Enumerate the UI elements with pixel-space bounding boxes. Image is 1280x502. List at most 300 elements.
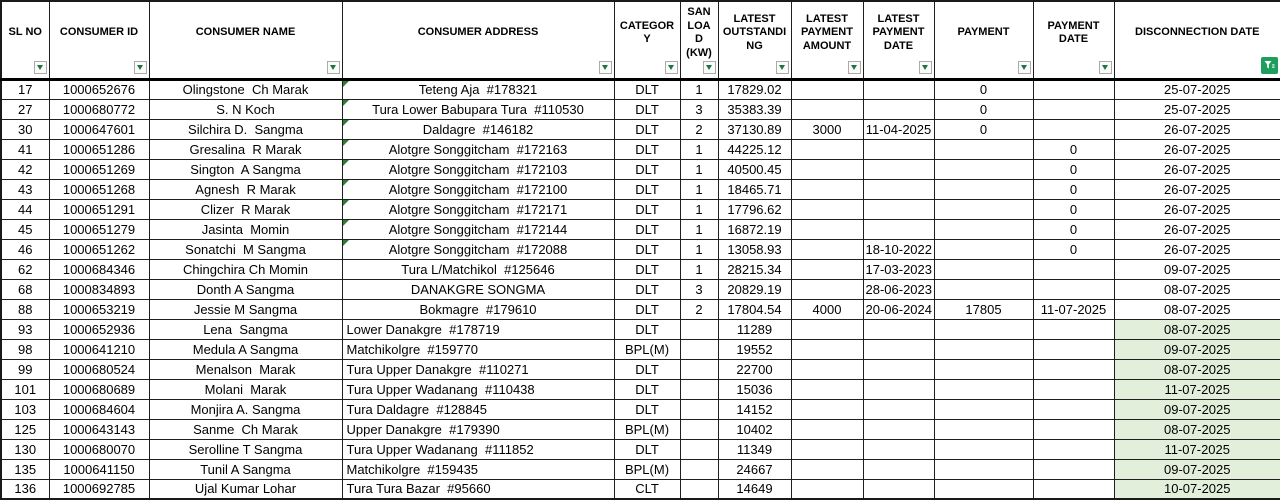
cell-consumer_name[interactable]: Agnesh R Marak [149,179,342,199]
cell-san_load[interactable] [680,339,718,359]
cell-latest_payment_date[interactable]: 28-06-2023 [863,279,934,299]
cell-latest_payment_amount[interactable] [791,319,863,339]
cell-latest_payment_date[interactable] [863,79,934,99]
cell-consumer_id[interactable]: 1000692785 [49,479,149,499]
cell-consumer_name[interactable]: Medula A Sangma [149,339,342,359]
table-row [1,419,1280,439]
filter-dropdown-button-latest_payment_amount[interactable] [848,61,861,74]
cell-san_load[interactable]: 3 [680,99,718,119]
cell-sl_no[interactable]: 136 [1,479,49,499]
cell-payment[interactable] [934,159,1033,179]
column-label-category: CATEGORY [619,19,675,46]
cell-consumer_address[interactable]: Alotgre Songgitcham #172088 [342,239,614,259]
cell-consumer_id[interactable]: 1000641210 [49,339,149,359]
cell-latest_outstanding[interactable]: 40500.45 [718,159,791,179]
cell-latest_payment_date[interactable] [863,439,934,459]
chevron-down-icon [851,65,857,70]
cell-latest_payment_amount[interactable] [791,439,863,459]
cell-latest_payment_amount[interactable] [791,379,863,399]
cell-disconnection_date[interactable]: 26-07-2025 [1114,159,1280,179]
cell-sl_no[interactable]: 88 [1,299,49,319]
column-header-sl_no[interactable] [1,1,49,79]
cell-latest_payment_date[interactable] [863,179,934,199]
cell-disconnection_date[interactable]: 09-07-2025 [1114,399,1280,419]
cell-latest_outstanding[interactable]: 10402 [718,419,791,439]
column-header-consumer_id[interactable] [49,1,149,79]
cell-consumer_address[interactable]: Tura L/Matchikol #125646 [342,259,614,279]
cell-latest_payment_date[interactable] [863,479,934,499]
cell-latest_outstanding[interactable]: 14152 [718,399,791,419]
cell-consumer_address[interactable]: Alotgre Songgitcham #172171 [342,199,614,219]
cell-latest_payment_amount[interactable] [791,199,863,219]
cell-consumer_name[interactable]: Serolline T Sangma [149,439,342,459]
cell-latest_outstanding[interactable]: 17796.62 [718,199,791,219]
cell-consumer_id[interactable]: 1000680689 [49,379,149,399]
cell-consumer_id[interactable]: 1000651279 [49,219,149,239]
cell-disconnection_date[interactable]: 10-07-2025 [1114,479,1280,499]
cell-san_load[interactable]: 2 [680,119,718,139]
cell-latest_payment_date[interactable] [863,359,934,379]
cell-san_load[interactable]: 1 [680,219,718,239]
table-row [1,359,1280,379]
cell-sl_no[interactable]: 125 [1,419,49,439]
cell-category[interactable]: DLT [614,359,680,379]
cell-payment_date[interactable]: 0 [1033,139,1114,159]
cell-category[interactable]: DLT [614,199,680,219]
cell-category[interactable]: DLT [614,279,680,299]
cell-latest_outstanding[interactable]: 24667 [718,459,791,479]
cell-category[interactable]: DLT [614,159,680,179]
filter-dropdown-button-latest_outstanding[interactable] [776,61,789,74]
cell-payment_date[interactable] [1033,359,1114,379]
filter-dropdown-button-consumer_id[interactable] [134,61,147,74]
cell-consumer_address[interactable]: Bokmagre #179610 [342,299,614,319]
cell-san_load[interactable]: 1 [680,259,718,279]
cell-san_load[interactable] [680,399,718,419]
cell-san_load[interactable] [680,379,718,399]
cell-latest_outstanding[interactable]: 17829.02 [718,79,791,99]
cell-payment[interactable]: 17805 [934,299,1033,319]
cell-payment[interactable] [934,439,1033,459]
table-row [1,79,1280,99]
cell-consumer_name[interactable]: Jessie M Sangma [149,299,342,319]
filter-dropdown-button-payment[interactable] [1018,61,1031,74]
cell-payment[interactable] [934,139,1033,159]
cell-category[interactable]: DLT [614,239,680,259]
table-row [1,179,1280,199]
cell-payment[interactable] [934,239,1033,259]
cell-latest_payment_amount[interactable] [791,139,863,159]
cell-san_load[interactable] [680,439,718,459]
cell-san_load[interactable]: 1 [680,199,718,219]
cell-latest_outstanding[interactable]: 22700 [718,359,791,379]
cell-consumer_name[interactable]: Silchira D. Sangma [149,119,342,139]
column-header-latest_payment_amount[interactable] [791,1,863,79]
cell-payment_date[interactable]: 11-07-2025 [1033,299,1114,319]
cell-consumer_id[interactable]: 1000684604 [49,399,149,419]
chevron-down-icon [602,65,608,70]
cell-consumer_address[interactable]: Tura Daldagre #128845 [342,399,614,419]
cell-payment_date[interactable] [1033,99,1114,119]
table-row [1,139,1280,159]
cell-latest_payment_date[interactable] [863,419,934,439]
cell-payment[interactable] [934,219,1033,239]
cell-latest_outstanding[interactable]: 19552 [718,339,791,359]
cell-latest_payment_amount[interactable] [791,359,863,379]
cell-latest_payment_amount[interactable] [791,399,863,419]
cell-payment_date[interactable] [1033,399,1114,419]
cell-latest_payment_amount[interactable] [791,179,863,199]
cell-consumer_id[interactable]: 1000652936 [49,319,149,339]
cell-latest_outstanding[interactable]: 17804.54 [718,299,791,319]
filter-dropdown-button-sl_no[interactable] [34,61,47,74]
cell-sl_no[interactable]: 30 [1,119,49,139]
cell-sl_no[interactable]: 93 [1,319,49,339]
cell-latest_payment_date[interactable] [863,159,934,179]
cell-consumer_name[interactable]: Gresalina R Marak [149,139,342,159]
column-label-payment: PAYMENT [957,26,1010,39]
filter-dropdown-button-consumer_address[interactable] [599,61,612,74]
cell-consumer_address[interactable]: Tura Upper Wadanang #110438 [342,379,614,399]
cell-consumer_id[interactable]: 1000651291 [49,199,149,219]
cell-consumer_name[interactable]: Ujal Kumar Lohar [149,479,342,499]
cell-category[interactable]: CLT [614,479,680,499]
cell-consumer_address[interactable]: Teteng Aja #178321 [342,79,614,99]
column-header-san_load[interactable] [680,1,718,79]
cell-payment[interactable]: 0 [934,99,1033,119]
cell-consumer_name[interactable]: Sonatchi M Sangma [149,239,342,259]
cell-payment[interactable] [934,339,1033,359]
cell-sl_no[interactable]: 42 [1,159,49,179]
cell-san_load[interactable]: 1 [680,159,718,179]
cell-latest_outstanding[interactable]: 44225.12 [718,139,791,159]
table-row [1,459,1280,479]
cell-latest_outstanding[interactable]: 35383.39 [718,99,791,119]
cell-latest_payment_amount[interactable] [791,239,863,259]
cell-sl_no[interactable]: 130 [1,439,49,459]
cell-category[interactable]: DLT [614,379,680,399]
cell-payment[interactable] [934,199,1033,219]
filter-dropdown-button-san_load[interactable] [703,61,716,74]
cell-disconnection_date[interactable]: 26-07-2025 [1114,179,1280,199]
column-header-payment_date[interactable] [1033,1,1114,79]
column-label-disconnection_date: DISCONNECTION DATE [1135,26,1260,39]
cell-consumer_name[interactable]: Menalson Marak [149,359,342,379]
cell-consumer_name[interactable]: Tunil A Sangma [149,459,342,479]
cell-latest_payment_date[interactable]: 18-10-2022 [863,239,934,259]
cell-san_load[interactable] [680,479,718,499]
cell-consumer_id[interactable]: 1000653219 [49,299,149,319]
cell-latest_payment_date[interactable] [863,139,934,159]
cell-payment[interactable] [934,259,1033,279]
cell-disconnection_date[interactable]: 25-07-2025 [1114,79,1280,99]
cell-category[interactable]: BPL(M) [614,419,680,439]
cell-consumer_name[interactable]: Olingstone Ch Marak [149,79,342,99]
cell-latest_payment_date[interactable] [863,219,934,239]
cell-payment[interactable] [934,279,1033,299]
cell-consumer_name[interactable]: Lena Sangma [149,319,342,339]
cell-san_load[interactable] [680,319,718,339]
cell-latest_outstanding[interactable]: 37130.89 [718,119,791,139]
filter-dropdown-button-payment_date[interactable] [1099,61,1112,74]
cell-latest_payment_date[interactable]: 17-03-2023 [863,259,934,279]
cell-disconnection_date[interactable]: 08-07-2025 [1114,319,1280,339]
cell-disconnection_date[interactable]: 08-07-2025 [1114,419,1280,439]
cell-sl_no[interactable]: 99 [1,359,49,379]
cell-payment_date[interactable] [1033,79,1114,99]
cell-consumer_name[interactable]: Clizer R Marak [149,199,342,219]
cell-san_load[interactable]: 2 [680,299,718,319]
cell-consumer_id[interactable]: 1000643143 [49,419,149,439]
cell-consumer_name[interactable]: Jasinta Momin [149,219,342,239]
cell-sl_no[interactable]: 98 [1,339,49,359]
cell-payment[interactable] [934,179,1033,199]
cell-consumer_address[interactable]: Upper Danakgre #179390 [342,419,614,439]
cell-consumer_address[interactable]: Tura Lower Babupara Tura #110530 [342,99,614,119]
cell-sl_no[interactable]: 135 [1,459,49,479]
cell-latest_outstanding[interactable]: 14649 [718,479,791,499]
cell-disconnection_date[interactable]: 09-07-2025 [1114,259,1280,279]
cell-latest_payment_date[interactable]: 11-04-2025 [863,119,934,139]
cell-sl_no[interactable]: 62 [1,259,49,279]
cell-consumer_id[interactable]: 1000651286 [49,139,149,159]
cell-category[interactable]: DLT [614,259,680,279]
cell-sl_no[interactable]: 68 [1,279,49,299]
cell-latest_payment_date[interactable] [863,459,934,479]
cell-san_load[interactable]: 1 [680,239,718,259]
cell-payment_date[interactable] [1033,339,1114,359]
cell-sl_no[interactable]: 41 [1,139,49,159]
cell-consumer_address[interactable]: Tura Upper Danakgre #110271 [342,359,614,379]
cell-comment-marker [343,240,349,246]
column-header-latest_outstanding[interactable] [718,1,791,79]
cell-consumer_address[interactable]: DANAKGRE SONGMA [342,279,614,299]
cell-sl_no[interactable]: 27 [1,99,49,119]
column-header-payment[interactable] [934,1,1033,79]
column-header-latest_payment_date[interactable] [863,1,934,79]
cell-disconnection_date[interactable]: 25-07-2025 [1114,99,1280,119]
cell-consumer_id[interactable]: 1000651268 [49,179,149,199]
cell-payment[interactable] [934,479,1033,499]
cell-consumer_address[interactable]: Alotgre Songgitcham #172163 [342,139,614,159]
filter-active-icon[interactable] [1261,57,1278,74]
cell-san_load[interactable]: 1 [680,139,718,159]
cell-latest_payment_date[interactable] [863,319,934,339]
cell-payment[interactable]: 0 [934,119,1033,139]
cell-sl_no[interactable]: 44 [1,199,49,219]
cell-san_load[interactable]: 1 [680,179,718,199]
cell-category[interactable]: DLT [614,319,680,339]
cell-payment_date[interactable]: 0 [1033,219,1114,239]
cell-disconnection_date[interactable]: 26-07-2025 [1114,219,1280,239]
cell-latest_payment_amount[interactable] [791,479,863,499]
cell-category[interactable]: DLT [614,139,680,159]
chevron-down-icon [779,65,785,70]
cell-payment_date[interactable]: 0 [1033,199,1114,219]
cell-category[interactable]: DLT [614,179,680,199]
cell-sl_no[interactable]: 43 [1,179,49,199]
cell-consumer_address[interactable]: Lower Danakgre #178719 [342,319,614,339]
cell-latest_payment_date[interactable] [863,339,934,359]
chevron-down-icon [668,65,674,70]
cell-latest_payment_amount[interactable] [791,419,863,439]
cell-san_load[interactable] [680,359,718,379]
table-row [1,479,1280,499]
cell-consumer_address[interactable]: Matchikolgre #159435 [342,459,614,479]
header-row [1,1,1280,79]
cell-category[interactable]: DLT [614,299,680,319]
cell-latest_payment_amount[interactable] [791,159,863,179]
cell-san_load[interactable] [680,459,718,479]
cell-consumer_name[interactable]: Chingchira Ch Momin [149,259,342,279]
cell-payment_date[interactable] [1033,279,1114,299]
table-row [1,99,1280,119]
cell-latest_payment_amount[interactable]: 3000 [791,119,863,139]
cell-consumer_address[interactable]: Tura Upper Wadanang #111852 [342,439,614,459]
cell-latest_payment_amount[interactable] [791,99,863,119]
cell-payment_date[interactable]: 0 [1033,179,1114,199]
cell-consumer_id[interactable]: 1000680772 [49,99,149,119]
cell-latest_payment_amount[interactable] [791,339,863,359]
cell-latest_outstanding[interactable]: 11349 [718,439,791,459]
cell-payment[interactable] [934,399,1033,419]
cell-payment_date[interactable] [1033,419,1114,439]
cell-category[interactable]: DLT [614,219,680,239]
cell-disconnection_date[interactable]: 09-07-2025 [1114,459,1280,479]
cell-latest_payment_amount[interactable] [791,219,863,239]
cell-san_load[interactable] [680,419,718,439]
cell-latest_payment_date[interactable]: 20-06-2024 [863,299,934,319]
cell-consumer_id[interactable]: 1000684346 [49,259,149,279]
cell-consumer_name[interactable]: Molani Marak [149,379,342,399]
table-row [1,399,1280,419]
cell-consumer_id[interactable]: 1000641150 [49,459,149,479]
cell-consumer_id[interactable]: 1000680524 [49,359,149,379]
cell-comment-marker [343,180,349,186]
cell-payment_date[interactable] [1033,479,1114,499]
cell-disconnection_date[interactable]: 09-07-2025 [1114,339,1280,359]
cell-payment[interactable] [934,359,1033,379]
cell-latest_outstanding[interactable]: 28215.34 [718,259,791,279]
cell-category[interactable]: BPL(M) [614,459,680,479]
column-header-disconnection_date[interactable] [1114,1,1280,79]
cell-consumer_id[interactable]: 1000647601 [49,119,149,139]
cell-disconnection_date[interactable]: 08-07-2025 [1114,299,1280,319]
cell-category[interactable]: DLT [614,79,680,99]
column-header-consumer_address[interactable] [342,1,614,79]
cell-disconnection_date[interactable]: 26-07-2025 [1114,239,1280,259]
cell-consumer_name[interactable]: S. N Koch [149,99,342,119]
table-row [1,299,1280,319]
cell-category[interactable]: DLT [614,399,680,419]
cell-payment_date[interactable] [1033,259,1114,279]
column-label-san_load: SAN LOAD (KW) [686,5,712,59]
cell-latest_payment_amount[interactable] [791,459,863,479]
cell-latest_payment_amount[interactable] [791,279,863,299]
cell-san_load[interactable]: 3 [680,279,718,299]
table-row [1,239,1280,259]
cell-category[interactable]: DLT [614,439,680,459]
cell-sl_no[interactable]: 101 [1,379,49,399]
cell-payment_date[interactable] [1033,459,1114,479]
cell-payment[interactable]: 0 [934,79,1033,99]
cell-consumer_address[interactable]: Daldagre #146182 [342,119,614,139]
cell-consumer_address[interactable]: Alotgre Songgitcham #172103 [342,159,614,179]
cell-disconnection_date[interactable]: 11-07-2025 [1114,439,1280,459]
cell-payment[interactable] [934,319,1033,339]
cell-disconnection_date[interactable]: 08-07-2025 [1114,359,1280,379]
cell-payment[interactable] [934,419,1033,439]
cell-sl_no[interactable]: 46 [1,239,49,259]
cell-latest_payment_amount[interactable] [791,79,863,99]
cell-payment_date[interactable] [1033,319,1114,339]
cell-payment_date[interactable] [1033,119,1114,139]
cell-disconnection_date[interactable]: 11-07-2025 [1114,379,1280,399]
cell-consumer_name[interactable]: Donth A Sangma [149,279,342,299]
cell-consumer_id[interactable]: 1000652676 [49,79,149,99]
cell-latest_payment_date[interactable] [863,399,934,419]
cell-disconnection_date[interactable]: 26-07-2025 [1114,199,1280,219]
cell-consumer_name[interactable]: Monjira A. Sangma [149,399,342,419]
cell-disconnection_date[interactable]: 26-07-2025 [1114,139,1280,159]
cell-latest_outstanding[interactable]: 11289 [718,319,791,339]
cell-latest_outstanding[interactable]: 20829.19 [718,279,791,299]
column-header-consumer_name[interactable] [149,1,342,79]
cell-disconnection_date[interactable]: 26-07-2025 [1114,119,1280,139]
cell-latest_outstanding[interactable]: 18465.71 [718,179,791,199]
cell-latest_payment_amount[interactable]: 4000 [791,299,863,319]
cell-consumer_id[interactable]: 1000651262 [49,239,149,259]
cell-latest_payment_date[interactable] [863,199,934,219]
cell-consumer_name[interactable]: Sington A Sangma [149,159,342,179]
cell-consumer_address[interactable]: Alotgre Songgitcham #172100 [342,179,614,199]
cell-category[interactable]: DLT [614,119,680,139]
table-row [1,119,1280,139]
cell-consumer_id[interactable]: 1000651269 [49,159,149,179]
cell-latest_payment_amount[interactable] [791,259,863,279]
cell-san_load[interactable]: 1 [680,79,718,99]
cell-sl_no[interactable]: 45 [1,219,49,239]
cell-payment_date[interactable]: 0 [1033,239,1114,259]
cell-consumer_address[interactable]: Tura Tura Bazar #95660 [342,479,614,499]
cell-consumer_name[interactable]: Sanme Ch Marak [149,419,342,439]
cell-latest_payment_date[interactable] [863,379,934,399]
cell-payment_date[interactable] [1033,439,1114,459]
column-header-category[interactable] [614,1,680,79]
cell-consumer_address[interactable]: Matchikolgre #159770 [342,339,614,359]
cell-consumer_id[interactable]: 1000834893 [49,279,149,299]
cell-payment[interactable] [934,379,1033,399]
cell-disconnection_date[interactable]: 08-07-2025 [1114,279,1280,299]
cell-sl_no[interactable]: 17 [1,79,49,99]
cell-payment[interactable] [934,459,1033,479]
cell-consumer_address[interactable]: Alotgre Songgitcham #172144 [342,219,614,239]
cell-payment_date[interactable] [1033,379,1114,399]
filter-dropdown-button-latest_payment_date[interactable] [919,61,932,74]
cell-sl_no[interactable]: 103 [1,399,49,419]
cell-category[interactable]: BPL(M) [614,339,680,359]
cell-category[interactable]: DLT [614,99,680,119]
table-row [1,219,1280,239]
filter-dropdown-button-category[interactable] [665,61,678,74]
cell-latest_payment_date[interactable] [863,99,934,119]
filter-dropdown-button-consumer_name[interactable] [327,61,340,74]
cell-payment_date[interactable]: 0 [1033,159,1114,179]
cell-latest_outstanding[interactable]: 16872.19 [718,219,791,239]
cell-consumer_id[interactable]: 1000680070 [49,439,149,459]
cell-latest_outstanding[interactable]: 15036 [718,379,791,399]
cell-latest_outstanding[interactable]: 13058.93 [718,239,791,259]
